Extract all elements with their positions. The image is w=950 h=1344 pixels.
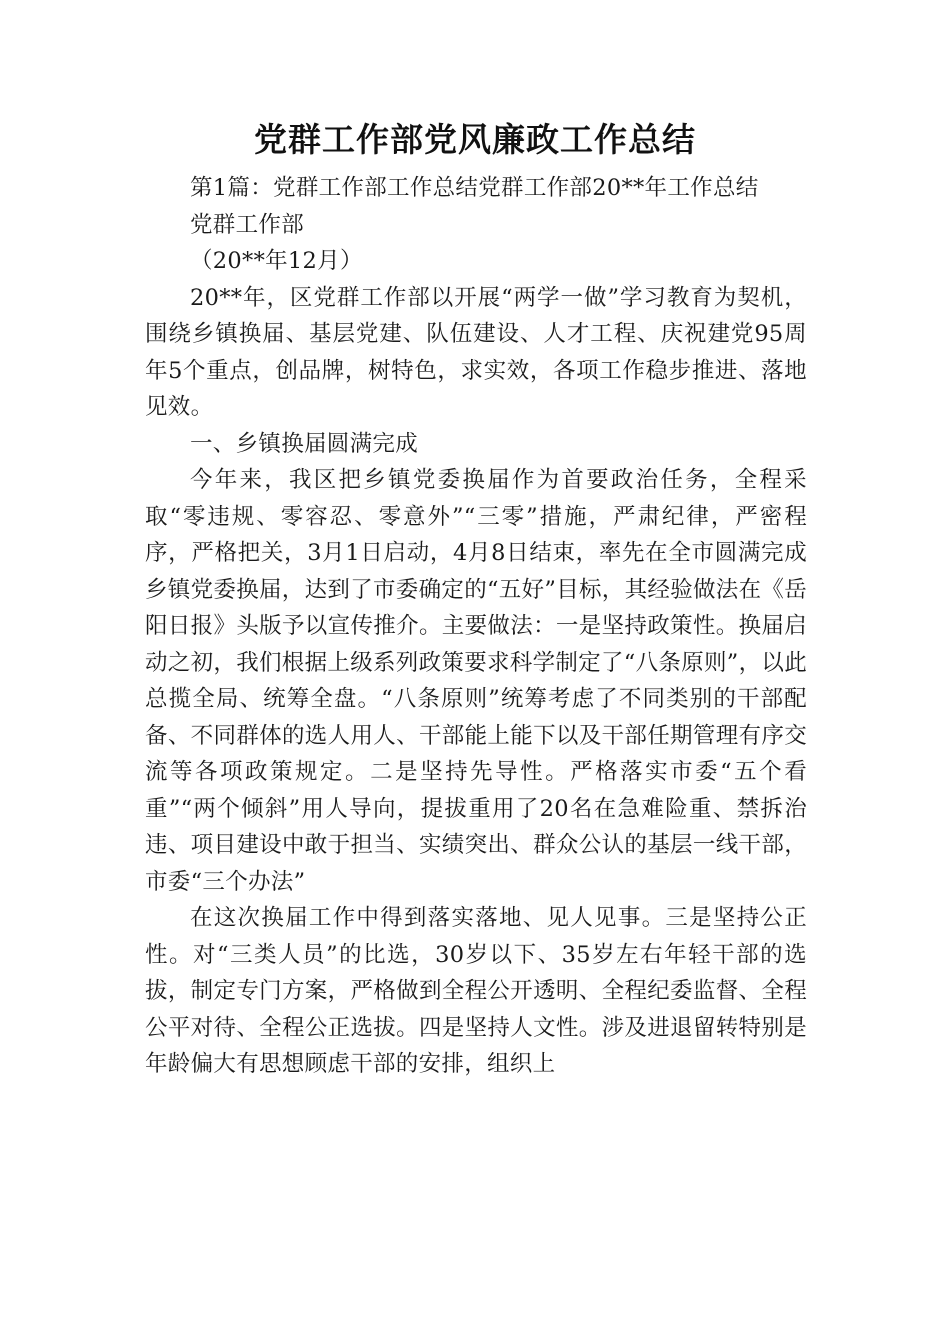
paragraph-date: （20**年12月） — [190, 248, 363, 274]
paragraph-section-1: 今年来，我区把乡镇党委换届作为首要政治任务，全程采取“零违规、零容忍、零意外”“三零”措施，严肃纪律，严密程序，严格把关，3月1日启动，4月8日结束，率先在全市圆满完成乡镇党委换届，达到了市委确定的“五好”目标，其经验做法在《岳阳日报》头版予以宣传推介。主要做法：一是坚持政策性。换届启动之初，我们根据上级系列政策要求科学制定了“八条原则”，以此总揽全局、统筹全盘。“八条原则”统筹考虑了不同类别的干部配备、不同群体的选人用人、干部能上能下以及干部任期管理有序交流等各项政策规定。二是坚持先导性。严格落实市委“五个看重”“两个倾斜”用人导向，提拔重用了20名在急难险重、禁拆治违、项目建设中敢于担当、实绩突出、群众公认的基层一线干部，市委“三个办法” — [145, 467, 808, 895]
section-heading-1: 一、乡镇换届圆满完成 — [190, 430, 419, 457]
paragraph-department: 党群工作部 — [190, 211, 305, 238]
document-body — [145, 170, 807, 1083]
paragraph-subtitle: 第1篇：党群工作部工作总结党群工作部20**年工作总结 — [190, 175, 759, 201]
paragraph-section-1-continued: 在这次换届工作中得到落实落地、见人见事。三是坚持公正性。对“三类人员”的比选，30岁以下、35岁左右年轻干部的选拔，制定专门方案，严格做到全程公开透明、全程纪委监督、全程公平对待、全程公正选拔。四是坚持人文性。涉及进退留转特别是年龄偏大有思想顾虑干部的安排，组织上 — [145, 905, 807, 1077]
paragraph-intro: 20**年，区党群工作部以开展“两学一做”学习教育为契机，围绕乡镇换届、基层党建、队伍建设、人才工程、庆祝建党95周年5个重点，创品牌，树特色，求实效，各项工作稳步推进、落地见效。 — [145, 284, 807, 420]
document-title: 党群工作部党风廉政工作总结 — [254, 120, 696, 159]
